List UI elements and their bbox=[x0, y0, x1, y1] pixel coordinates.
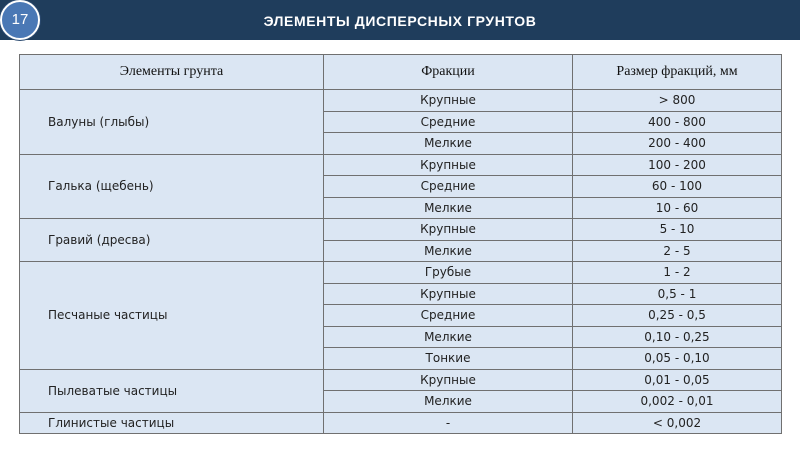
table-row bbox=[20, 369, 781, 391]
fraction-size-cell: 60 - 100 bbox=[573, 176, 782, 198]
slide-number-badge: 17 bbox=[0, 0, 40, 40]
fraction-cell: Крупные bbox=[324, 154, 573, 176]
fraction-size-cell: > 800 bbox=[573, 90, 782, 112]
fraction-cell: Крупные bbox=[324, 90, 573, 112]
fraction-size-cell: 100 - 200 bbox=[573, 154, 782, 176]
fraction-size-cell: < 0,002 bbox=[573, 412, 782, 434]
fraction-cell: Тонкие bbox=[324, 348, 573, 370]
fraction-cell: Мелкие bbox=[324, 391, 573, 413]
fraction-cell: Средние bbox=[324, 111, 573, 133]
title-banner bbox=[0, 0, 800, 40]
fraction-size-cell: 1 - 2 bbox=[573, 262, 782, 284]
fraction-cell: Крупные bbox=[324, 219, 573, 241]
fraction-size-cell: 0,002 - 0,01 bbox=[573, 391, 782, 413]
fraction-cell: Грубые bbox=[324, 262, 573, 284]
table-row bbox=[20, 90, 781, 112]
fraction-size-cell: 200 - 400 bbox=[573, 133, 782, 155]
soil-element-name: Глинистые частицы bbox=[20, 412, 324, 434]
fraction-size-cell: 10 - 60 bbox=[573, 197, 782, 219]
table-row bbox=[20, 154, 781, 176]
table-row bbox=[20, 262, 781, 284]
fraction-cell: - bbox=[324, 412, 573, 434]
slide-title: ЭЛЕМЕНТЫ ДИСПЕРСНЫХ ГРУНТОВ bbox=[263, 13, 537, 29]
fraction-size-cell: 0,25 - 0,5 bbox=[573, 305, 782, 327]
fraction-size-cell: 0,01 - 0,05 bbox=[573, 369, 782, 391]
table-header-row bbox=[20, 55, 781, 90]
soil-element-name: Песчаные частицы bbox=[20, 262, 324, 370]
fraction-cell: Мелкие bbox=[324, 326, 573, 348]
fraction-size-cell: 2 - 5 bbox=[573, 240, 782, 262]
fraction-size-cell: 5 - 10 bbox=[573, 219, 782, 241]
soil-element-name: Гравий (дресва) bbox=[20, 219, 324, 262]
soil-element-name: Галька (щебень) bbox=[20, 154, 324, 219]
fraction-cell: Средние bbox=[324, 305, 573, 327]
table-body bbox=[20, 90, 781, 434]
fraction-size-cell: 400 - 800 bbox=[573, 111, 782, 133]
header-soil-elements: Элементы грунта bbox=[20, 55, 324, 90]
fraction-cell: Мелкие bbox=[324, 197, 573, 219]
soil-fractions-table bbox=[20, 55, 781, 434]
header-fractions: Фракции bbox=[324, 55, 573, 90]
fraction-size-cell: 0,05 - 0,10 bbox=[573, 348, 782, 370]
fraction-cell: Мелкие bbox=[324, 133, 573, 155]
fraction-cell: Крупные bbox=[324, 369, 573, 391]
fraction-size-cell: 0,5 - 1 bbox=[573, 283, 782, 305]
fraction-cell: Крупные bbox=[324, 283, 573, 305]
soil-element-name: Пылеватые частицы bbox=[20, 369, 324, 412]
table-row bbox=[20, 219, 781, 241]
header-fraction-size: Размер фракций, мм bbox=[573, 55, 782, 90]
table-frame bbox=[19, 54, 782, 434]
fraction-size-cell: 0,10 - 0,25 bbox=[573, 326, 782, 348]
fraction-cell: Мелкие bbox=[324, 240, 573, 262]
soil-element-name: Валуны (глыбы) bbox=[20, 90, 324, 155]
fraction-cell: Средние bbox=[324, 176, 573, 198]
table-row bbox=[20, 412, 781, 434]
